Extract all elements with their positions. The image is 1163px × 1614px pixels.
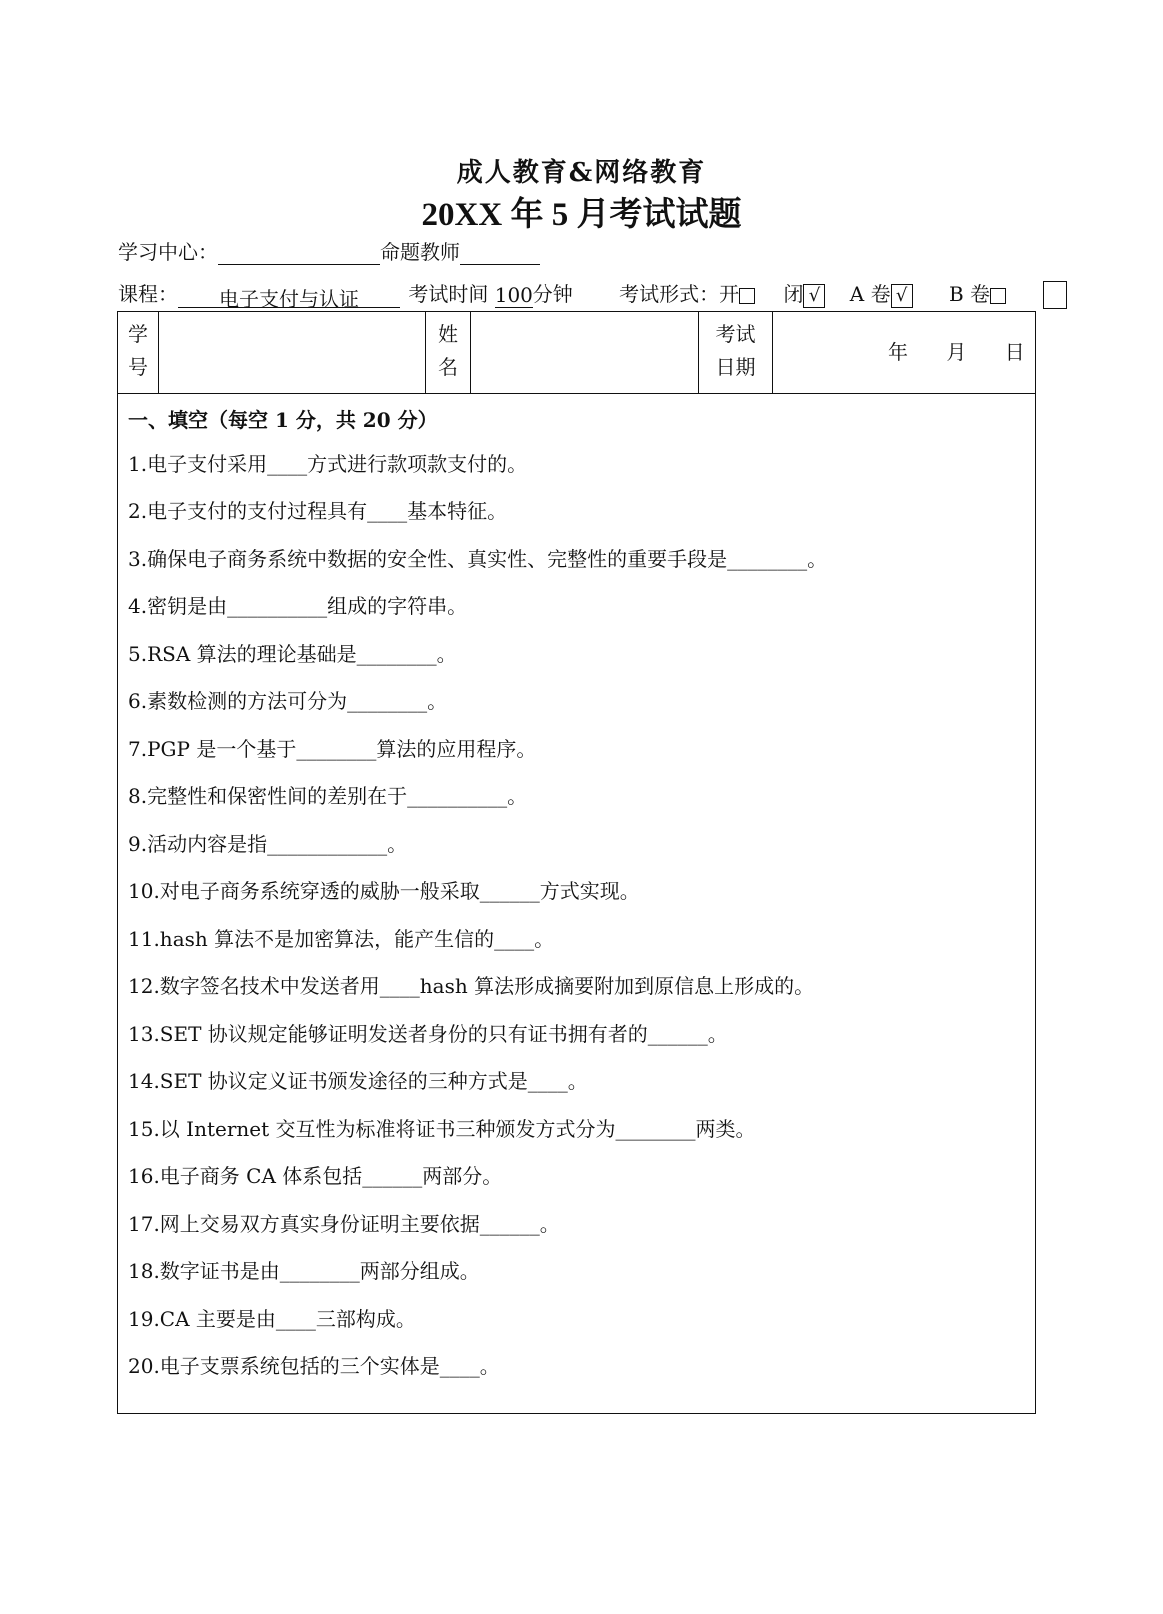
exam-date-label-line1: 考试 — [715, 322, 756, 346]
course-value: 电子支付与认证 — [178, 283, 400, 308]
paper-b-label: B 卷 — [948, 282, 991, 306]
closed-checkbox[interactable]: √ — [803, 284, 825, 308]
paper-b-checkbox[interactable] — [990, 288, 1006, 304]
month-label: 月 — [946, 340, 967, 364]
closed-label: 闭 — [783, 282, 804, 306]
question-item: 17.网上交易双方真实身份证明主要依据______。 — [128, 1212, 560, 1236]
center-teacher-line — [118, 236, 540, 265]
student-id-label — [118, 318, 158, 384]
section-heading: 一、填空（每空 1 分，共 20 分） — [128, 408, 438, 432]
exam-date-label — [699, 318, 772, 384]
institution-title: 成人教育&网络教育 — [456, 158, 707, 188]
student-id-label-line1: 学 — [128, 322, 148, 346]
blank-box — [1043, 281, 1067, 309]
paper-a-checkbox[interactable]: √ — [891, 284, 913, 308]
question-item: 15.以 Internet 交互性为标准将证书三种颁发方式分为________两类。 — [128, 1117, 756, 1141]
student-info-row — [118, 312, 1035, 394]
teacher-field[interactable] — [460, 240, 540, 265]
question-item: 11.hash 算法不是加密算法，能产生信的____。 — [128, 927, 555, 951]
teacher-label: 命题教师 — [380, 240, 460, 264]
question-item: 14.SET 协议定义证书颁发途径的三种方式是____。 — [128, 1069, 588, 1093]
open-checkbox[interactable] — [739, 288, 755, 304]
exam-form-label: 考试形式：开 — [619, 282, 740, 306]
question-item: 6.素数检测的方法可分为________。 — [128, 689, 448, 713]
study-center-field[interactable] — [218, 240, 380, 265]
exam-date-label-line2: 日期 — [715, 355, 756, 379]
course-label: 课程： — [118, 282, 178, 306]
day-label: 日 — [1004, 340, 1025, 364]
course-line — [118, 278, 1006, 311]
question-item: 1.电子支付采用____方式进行款项款支付的。 — [128, 452, 528, 476]
paper-a-label: A 卷 — [849, 282, 891, 306]
exam-time-label: 考试时间 — [408, 282, 489, 306]
question-item: 20.电子支票系统包括的三个实体是____。 — [128, 1354, 500, 1378]
name-label — [426, 318, 470, 384]
divider — [772, 312, 773, 393]
question-item: 3.确保电子商务系统中数据的安全性、真实性、完整性的重要手段是________。 — [128, 547, 828, 571]
exam-time-unit: 分钟 — [532, 282, 573, 306]
question-item: 19.CA 主要是由____三部构成。 — [128, 1307, 416, 1331]
year-label: 年 — [888, 340, 908, 364]
exam-sheet — [117, 311, 1036, 1414]
exam-date-field[interactable] — [888, 336, 1025, 365]
question-item: 8.完整性和保密性间的差别在于__________。 — [128, 784, 528, 808]
question-item: 16.电子商务 CA 体系包括______两部分。 — [128, 1164, 503, 1188]
question-item: 13.SET 协议规定能够证明发送者身份的只有证书拥有者的______。 — [128, 1022, 728, 1046]
question-item: 18.数字证书是由________两部分组成。 — [128, 1259, 480, 1283]
exam-title: 20XX 年 5 月考试试题 — [421, 197, 742, 233]
question-item: 5.RSA 算法的理论基础是________。 — [128, 642, 457, 666]
name-label-line1: 姓 — [438, 322, 458, 346]
study-center-label: 学习中心： — [118, 240, 218, 264]
student-id-field[interactable] — [159, 312, 424, 393]
question-item: 9.活动内容是指____________。 — [128, 832, 408, 856]
student-id-label-line2: 号 — [128, 355, 148, 379]
name-field[interactable] — [471, 312, 697, 393]
name-label-line2: 名 — [438, 355, 458, 379]
question-item: 10.对电子商务系统穿透的威胁一般采取______方式实现。 — [128, 879, 640, 903]
question-item: 2.电子支付的支付过程具有____基本特征。 — [128, 499, 508, 523]
question-item: 12.数字签名技术中发送者用____hash 算法形成摘要附加到原信息上形成的。 — [128, 974, 815, 998]
exam-time-value: 100 — [494, 282, 533, 307]
question-item: 7.PGP 是一个基于________算法的应用程序。 — [128, 737, 537, 761]
question-item: 4.密钥是由__________组成的字符串。 — [128, 594, 468, 618]
